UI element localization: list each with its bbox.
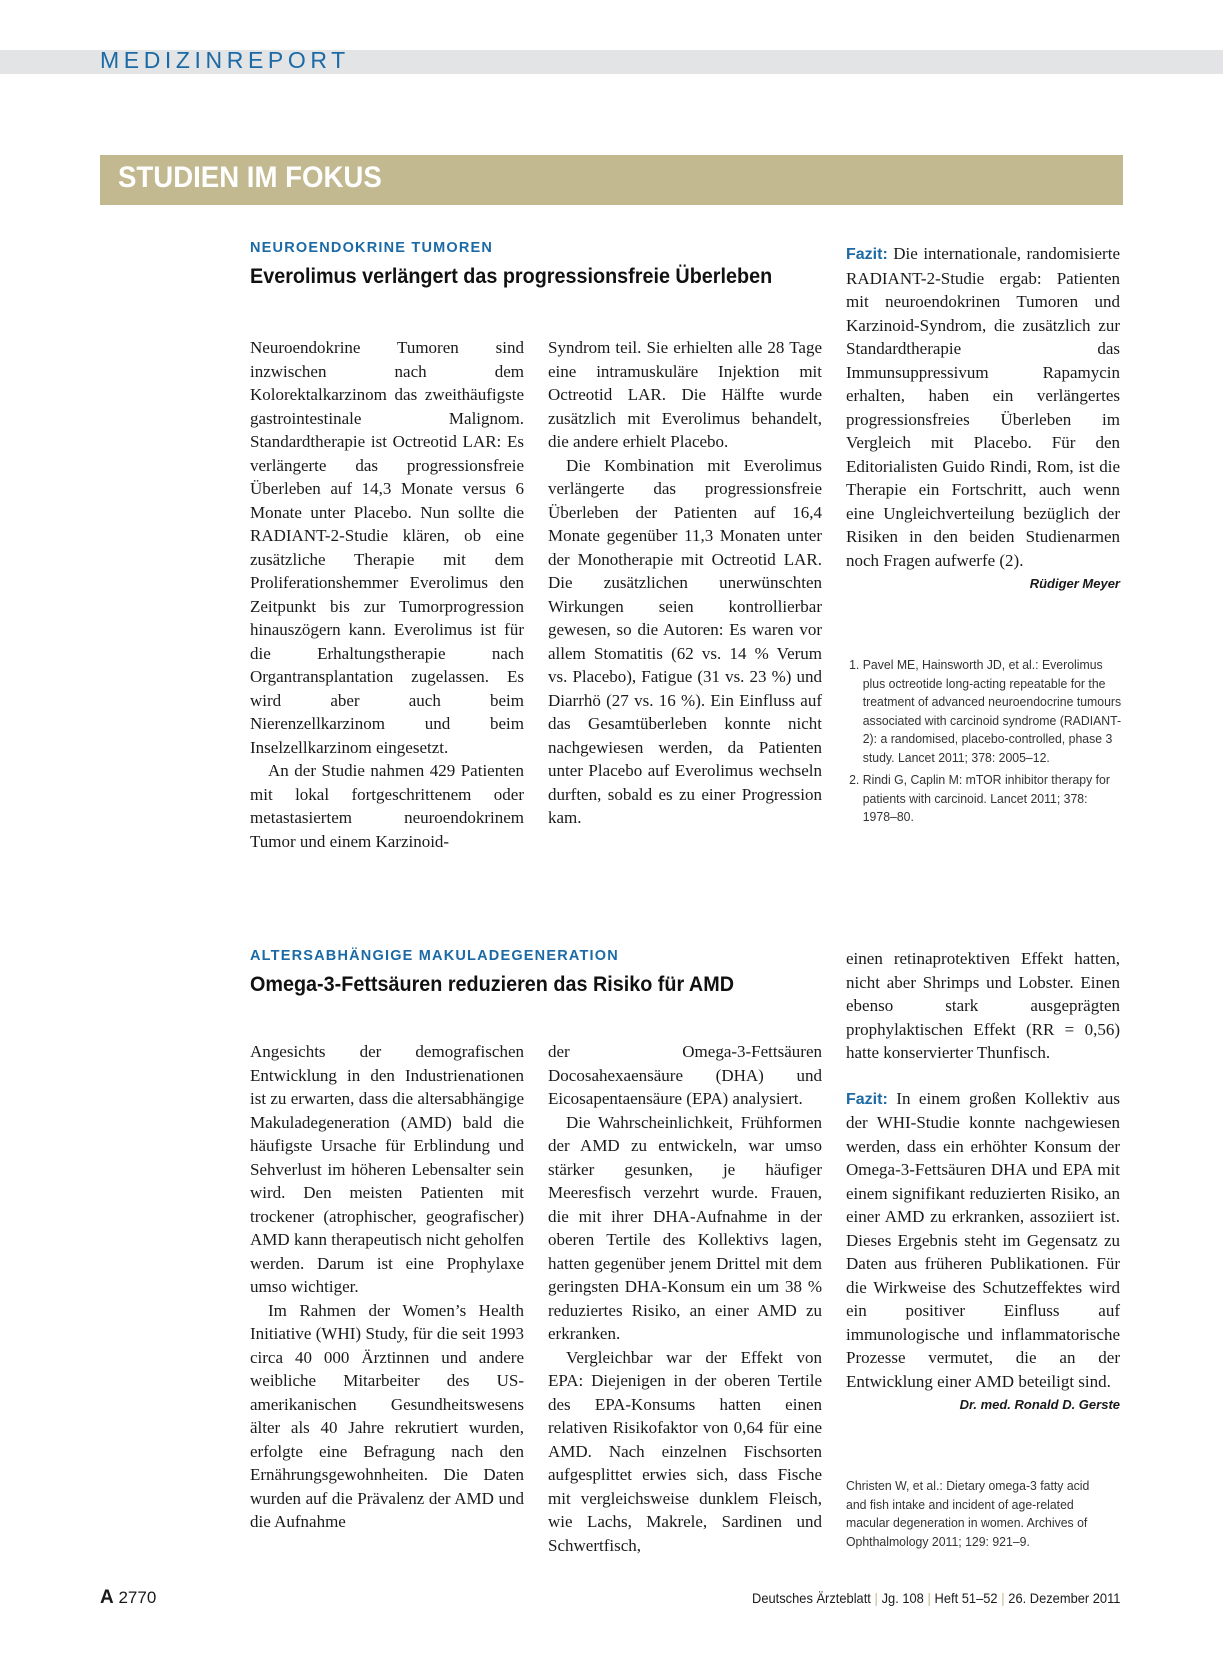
article1-col1-paragraph2: An der Studie nahmen 429 Patienten mit lokal fortgeschrittenem oder metastasiertem neuroendokrinem Tumor und einem Karzinoid-: [250, 761, 524, 851]
article2-col1-paragraph2: Im Rahmen der Women’s Health Initiative (WHI) Study, für die seit 1993 circa 40 000 Ärztinnen und andere weibliche Mitarbeiter des US-amerikanischen Gesundheitswesens älter als 40 Jahre rekrutiert wurden, erfolgte eine Befragung nach den Ernährungsgewohnheiten. Die Daten wurden auf die Prävalenz der AMD und die Aufnahme: [250, 1300, 524, 1531]
article2-reference-text: Christen W, et al.: Dietary omega-3 fatty acid and fish intake and incident of age-related macular degeneration in women. Archives of Ophthalmology 2011; 129: 921–9.: [846, 1478, 1090, 1549]
article2-reference: [846, 1477, 1095, 1551]
article2-col2-paragraph1: der Omega-3-Fettsäuren Docosahexaensäure (DHA) und Eicosapentaensäure (EPA) analysiert.: [548, 1042, 822, 1108]
article1-reference-1: 1. Pavel ME, Hainsworth JD, et al.: Everolimus plus octreotide long-acting repeatable for the treatment of advanced neuroendocrine tumours associated with carcinoid syndrome (RADIANT-2): a randomised, placebo-controlled, phase 3 study. Lancet 2011; 378: 2005–12.: [863, 656, 1123, 767]
article2-col2-paragraph2: Die Wahrscheinlichkeit, Frühformen der AMD zu entwickeln, war umso stärker gesunken, je häufiger Meeresfisch verzehrt wurde. Frauen, die mit ihrer DHA-Aufnahme in der oberen Tertile des Kollektivs lagen, hatten gegenüber jenem Drittel mit dem geringsten DHA-Konsum ein um 38 % reduziertes Risiko, an einer AMD zu erkranken.: [548, 1112, 822, 1343]
article1-references: [846, 656, 1122, 831]
article1-fazit: [846, 242, 1120, 596]
article2-col1-paragraph1: Angesichts der demografischen Entwicklung in den Industrienationen ist zu erwarten, dass die altersabhängige Makuladegeneration (AMD) bald die häufigste Ursache für Erblindung und Sehverlust im höheren Lebensalter sein wird. Den meisten Patienten mit trockener (atrophischer, geografischer) AMD kann therapeutisch nicht geholfen werden. Darum ist eine Prophylaxe umso wichtiger.: [250, 1042, 524, 1296]
journal-date: 26. Dezember 2011: [1007, 1590, 1120, 1606]
article1-fazit-text: Die internationale, randomisierte RADIANT-2-Studie ergab: Patienten mit neuroendokrinen Tumoren und Karzinoid-Syndrom, die zusätzlich zur Standardtherapie das Immunsuppressivum Rapamycin erhalten, haben ein verlängertes progressionsfreies Überleben im Vergleich mit Placebo. Für den Editorialisten Guido Rindi, Rom, ist die Therapie ein Fortschritt, auch wenn eine Ungleichverteilung bezüglich der Risiken in den beiden Studienarmen noch Fragen aufwerfe (2).: [846, 244, 1120, 570]
journal-issue: Heft 51–52: [934, 1590, 998, 1606]
article2-headline: Omega-3-Fettsäuren reduzieren das Risiko für AMD: [250, 972, 734, 996]
article1-col2-paragraph1: Syndrom teil. Sie erhielten alle 28 Tage eine intramuskuläre Injektion mit Octreotid LAR. Die Hälfte wurde zusätzlich mit Everolimus behandelt, die andere erhielt Placebo.: [548, 338, 822, 451]
article2-col3-intro: einen retinaprotektiven Effekt hatten, nicht aber Shrimps und Lobster. Einen ebenso stark ausgeprägten prophylaktischen Effekt (RR = 0,56) hatte konservierter Thunfisch.: [846, 949, 1120, 1062]
section-banner: [100, 155, 1123, 205]
footer-separator: |: [1000, 1590, 1005, 1606]
article1-col1-paragraph1: Neuroendokrine Tumoren sind inzwischen nach dem Kolorektalkarzinom das zweithäufigste gastrointestinale Malignom. Standardtherapie ist Octreotid LAR: Es verlängerte das progressionsfreie Überleben auf 14,3 Monate versus 6 Monate unter Placebo. Nun sollte die RADIANT-2-Studie klären, ob eine zusätzliche Therapie mit dem Proliferationshemmer Everolimus den Zeitpunkt bis zur Tumorprogression hinauszögern kann. Everolimus ist für die Erhaltungstherapie nach Organtransplantation zugelassen. Es wird aber auch beim Nierenzellkarzinom und beim Inselzellkarzinom eingesetzt.: [250, 338, 524, 757]
footer-separator: |: [927, 1590, 931, 1606]
journal-footer: [752, 1590, 1120, 1606]
article2-col2-paragraph3: Vergleichbar war der Effekt von EPA: Diejenigen in der oberen Tertile des EPA-Konsums hatten einen relativen Risikofaktor von 0,64 für eine AMD. Nach einzelnen Fischsorten aufgesplittet erwies sich, dass Fische mit vergleichsweise dunklem Fleisch, wie Lachs, Makrele, Sardinen und Schwertfisch,: [548, 1347, 822, 1555]
article2-kicker: ALTERSABHÄNGIGE MAKULADEGENERATION: [250, 948, 619, 964]
article1-author: Rüdiger Meyer: [1029, 576, 1120, 591]
article1-reference-2: 2. Rindi G, Caplin M: mTOR inhibitor therapy for patients with carcinoid. Lancet 2011; 378: 1978–80.: [863, 771, 1123, 827]
article1-headline: Everolimus verlängert das progressionsfreie Überleben: [250, 264, 773, 288]
article2-column2: [548, 1040, 822, 1557]
page-number-value: 2770: [118, 1588, 157, 1607]
article1-fazit-label: Fazit:: [846, 246, 888, 263]
article2-author: Dr. med. Ronald D. Gerste: [959, 1397, 1120, 1412]
article1-col2-paragraph2: Die Kombination mit Everolimus verlängerte das progressionsfreie Überleben der Patienten auf 16,4 Monate gegenüber 11,3 Monaten unter der Monotherapie mit Octreotid LAR. Die zusätzlichen unerwünschten Wirkungen seien kontrollierbar gewesen, so die Autoren: Es waren vor allem Stomatitis (62 vs. 14 % Verum vs. Placebo), Fatigue (31 vs. 23 %) und Diarrhö (27 vs. 16 %). Ein Einfluss auf das Gesamtüberleben konnte nicht nachgewiesen werden, da Patienten unter Placebo auf Everolimus wechseln durften, sobald es zu einer Progression kam.: [548, 455, 822, 827]
article2-fazit-label: Fazit:: [846, 1090, 888, 1108]
article2-column1: [250, 1040, 524, 1534]
article2-fazit-text: In einem großen Kollektiv aus der WHI-Studie konnte nachgewiesen werden, dass ein erhöhter Konsum der Omega-3-Fettsäuren DHA und EPA mit einem signifikant reduzierten Risiko, an einer AMD zu erkranken, assoziiert ist. Dieses Ergebnis steht im Gegensatz zu Daten aus früheren Publikationen. Für die Wirkweise des Schutzeffektes wird ein positiver Einfluss auf immunologische und inflammatorische Prozesse vermutet, die an der Entwicklung einer AMD beteiligt sind.: [846, 1088, 1121, 1391]
section-label: MEDIZINREPORT: [100, 47, 350, 73]
article1-kicker: NEUROENDOKRINE TUMOREN: [250, 240, 494, 256]
article1-column2: [548, 336, 822, 830]
page-number: [100, 1587, 156, 1609]
footer-separator: |: [874, 1590, 878, 1606]
journal-name: Deutsches Ärzteblatt: [751, 1590, 871, 1606]
article1-column1: [250, 336, 524, 853]
page-prefix: A: [100, 1587, 114, 1608]
article2-column3: [846, 947, 1120, 1417]
journal-volume: Jg. 108: [881, 1590, 924, 1606]
banner-title: STUDIEN IM FOKUS: [118, 161, 382, 194]
